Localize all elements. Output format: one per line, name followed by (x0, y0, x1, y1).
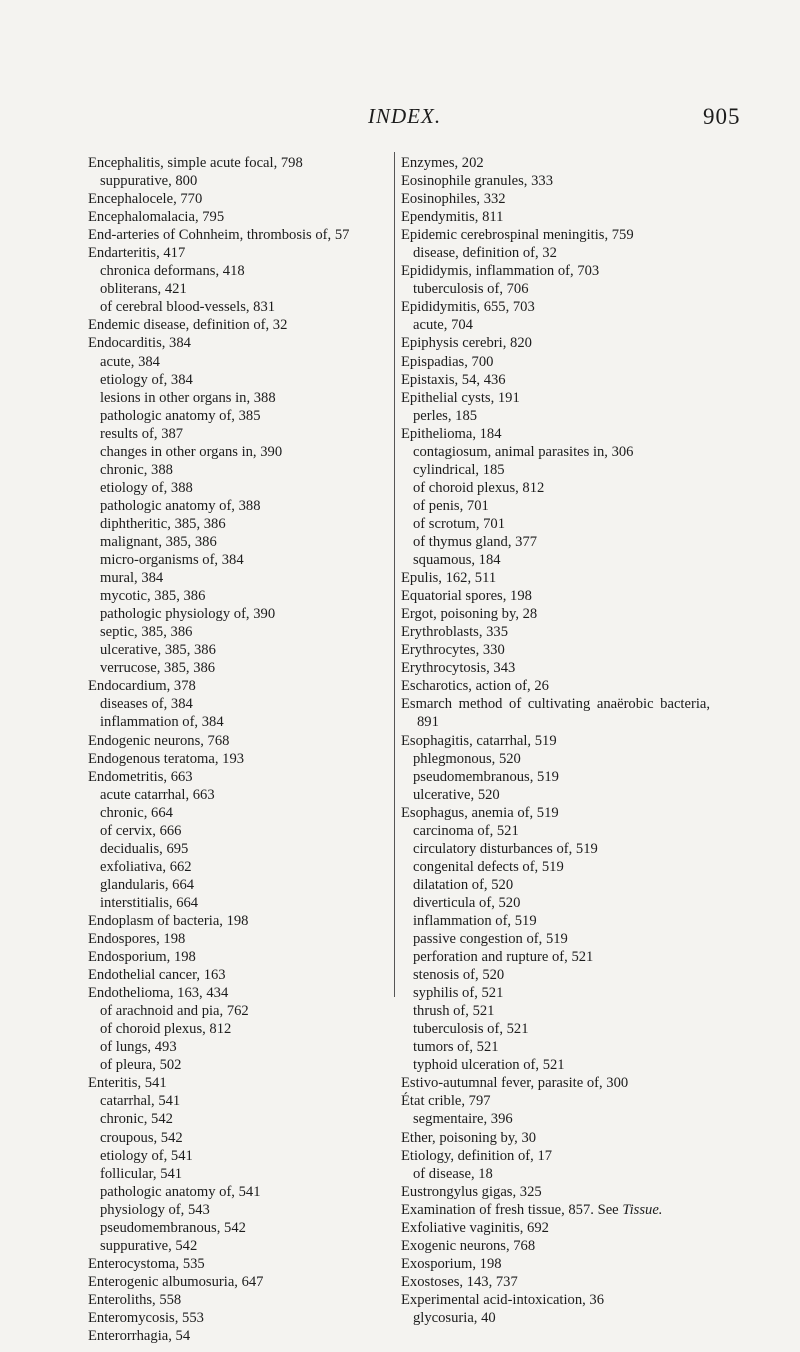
index-subentry: micro-organisms of, 384 (100, 552, 244, 569)
index-entry: Erythrocytosis, 343 (401, 660, 516, 677)
index-subentry: of disease, 18 (413, 1165, 493, 1182)
index-subentry: decidualis, 695 (100, 840, 189, 857)
index-subentry: obliterans, 421 (100, 281, 187, 298)
index-entry: Endothelioma, 163, 434 (88, 985, 229, 1002)
index-entry: End-arteries of Cohnheim, thrombosis of, 57 (88, 227, 350, 244)
index-subentry: congenital defects of, 519 (413, 858, 564, 875)
index-subentry: inflammation of, 384 (100, 714, 224, 731)
index-subentry: pathologic physiology of, 390 (100, 606, 276, 623)
index-subentry: follicular, 541 (100, 1165, 183, 1182)
index-subentry: changes in other organs in, 390 (100, 443, 283, 460)
index-subentry: acute catarrhal, 663 (100, 786, 215, 803)
index-subentry: ulcerative, 385, 386 (100, 642, 216, 659)
see-reference: Tissue. (622, 1201, 663, 1218)
index-subentry: exfoliativa, 662 (100, 858, 192, 875)
index-subentry: contagiosum, animal parasites in, 306 (413, 443, 634, 460)
index-entry: Erythroblasts, 335 (401, 624, 509, 641)
index-subentry: pathologic anatomy of, 541 (100, 1183, 261, 1200)
column-divider (394, 152, 395, 997)
index-subentry: etiology of, 541 (100, 1147, 193, 1164)
index-entry: État crible, 797 (401, 1093, 491, 1110)
index-entry: Enteritis, 541 (88, 1075, 167, 1092)
index-entry: Endogenous teratoma, 193 (88, 750, 245, 767)
page-header (0, 104, 800, 134)
index-entry: Etiology, definition of, 17 (401, 1147, 553, 1164)
index-subentry: of cervix, 666 (100, 822, 182, 839)
index-subentry: results of, 387 (100, 425, 184, 442)
index-subentry: mural, 384 (100, 570, 164, 587)
index-entry: Encephalocele, 770 (88, 191, 203, 208)
index-entry: Enterorrhagia, 54 (88, 1328, 191, 1345)
index-subentry: diphtheritic, 385, 386 (100, 515, 226, 532)
index-subentry: of scrotum, 701 (413, 515, 506, 532)
index-subentry: of thymus gland, 377 (413, 533, 538, 550)
index-subentry: acute, 384 (100, 353, 160, 370)
index-subentry: dilatation of, 520 (413, 876, 514, 893)
index-subentry: mycotic, 385, 386 (100, 588, 206, 605)
index-entry: Epididymis, inflammation of, 703 (401, 263, 600, 280)
index-entry: Endarteritis, 417 (88, 245, 186, 262)
index-entry: Ependymitis, 811 (401, 209, 504, 226)
index-subentry: tuberculosis of, 521 (413, 1021, 529, 1038)
index-subentry: of arachnoid and pia, 762 (100, 1003, 249, 1020)
index-subentry: lesions in other organs in, 388 (100, 389, 276, 406)
index-subentry: phlegmonous, 520 (413, 750, 521, 767)
index-entry: Exogenic neurons, 768 (401, 1237, 536, 1254)
index-subentry: squamous, 184 (413, 552, 501, 569)
index-entry: Esophagitis, catarrhal, 519 (401, 732, 557, 749)
index-entry: Exosporium, 198 (401, 1255, 502, 1272)
index-subentry: inflammation of, 519 (413, 912, 537, 929)
index-entry: Epulis, 162, 511 (401, 570, 497, 587)
index-subentry: suppurative, 800 (100, 173, 198, 190)
index-subentry: stenosis of, 520 (413, 967, 505, 984)
index-subentry: pathologic anatomy of, 385 (100, 407, 261, 424)
index-subentry: chronic, 542 (100, 1111, 173, 1128)
index-entry: Estivo-autumnal fever, parasite of, 300 (401, 1075, 629, 1092)
index-subentry: of cerebral blood-vessels, 831 (100, 299, 276, 316)
index-entry: Encephalomalacia, 795 (88, 209, 225, 226)
index-entry: Enterogenic albumosuria, 647 (88, 1273, 264, 1290)
index-entry: Epididymitis, 655, 703 (401, 299, 535, 316)
index-entry: Epispadias, 700 (401, 353, 494, 370)
index-subentry: etiology of, 384 (100, 371, 193, 388)
index-subentry: of lungs, 493 (100, 1039, 177, 1056)
index-subentry: passive congestion of, 519 (413, 931, 568, 948)
index-subentry: tuberculosis of, 706 (413, 281, 529, 298)
index-entry: Enteroliths, 558 (88, 1291, 182, 1308)
index-entry: Enteromycosis, 553 (88, 1310, 204, 1326)
index-subentry: septic, 385, 386 (100, 624, 193, 641)
index-entry: Examination of fresh tissue, 857. See Tissue. (401, 1201, 663, 1218)
index-subentry: acute, 704 (413, 317, 473, 334)
index-subentry: diseases of, 384 (100, 696, 193, 713)
index-entry: Esmarch method of cultivating anaërobic bacteria, 891 (401, 696, 710, 731)
index-subentry: pathologic anatomy of, 388 (100, 497, 261, 514)
index-entry: Esophagus, anemia of, 519 (401, 804, 559, 821)
index-subentry: diverticula of, 520 (413, 894, 521, 911)
index-subentry: glandularis, 664 (100, 876, 195, 893)
index-subentry: chronic, 388 (100, 461, 173, 478)
index-entry: Ether, poisoning by, 30 (401, 1129, 537, 1146)
index-entry: Ergot, poisoning by, 28 (401, 606, 538, 623)
index-column-left (88, 154, 390, 1345)
index-entry: Endothelial cancer, 163 (88, 967, 226, 984)
index-subentry: suppurative, 542 (100, 1237, 198, 1254)
index-entry: Endosporium, 198 (88, 949, 196, 966)
index-column-right (401, 154, 710, 1327)
index-entry: Equatorial spores, 198 (401, 588, 532, 605)
index-subentry: of penis, 701 (413, 497, 489, 514)
index-entry: Encephalitis, simple acute focal, 798 (88, 155, 303, 171)
index-entry: Enterocystoma, 535 (88, 1255, 205, 1272)
index-subentry: pseudomembranous, 542 (100, 1219, 246, 1236)
index-entry: Epistaxis, 54, 436 (401, 371, 506, 388)
index-entry: Epiphysis cerebri, 820 (401, 335, 532, 352)
index-subentry: carcinoma of, 521 (413, 822, 519, 839)
index-subentry: of choroid plexus, 812 (100, 1021, 232, 1038)
index-subentry: cylindrical, 185 (413, 461, 505, 478)
index-subentry: circulatory disturbances of, 519 (413, 840, 598, 857)
index-entry: Exostoses, 143, 737 (401, 1273, 518, 1290)
index-subentry: etiology of, 388 (100, 479, 193, 496)
index-subentry: of choroid plexus, 812 (413, 479, 545, 496)
index-entry: Endospores, 198 (88, 931, 186, 948)
index-entry: Eosinophiles, 332 (401, 191, 506, 208)
index-entry: Endocarditis, 384 (88, 335, 191, 352)
index-subentry: of pleura, 502 (100, 1057, 182, 1074)
index-entry: Endometritis, 663 (88, 768, 193, 785)
index-entry: Eosinophile granules, 333 (401, 173, 553, 190)
index-entry: Epidemic cerebrospinal meningitis, 759 (401, 227, 634, 244)
index-entry: Endemic disease, definition of, 32 (88, 317, 288, 334)
index-entry: Endocardium, 378 (88, 678, 196, 695)
index-subentry: disease, definition of, 32 (413, 245, 557, 262)
index-entry: Epithelial cysts, 191 (401, 389, 520, 406)
index-entry: Experimental acid-intoxication, 36 (401, 1291, 605, 1308)
index-entry: Eustrongylus gigas, 325 (401, 1183, 542, 1200)
index-entry: Exfoliative vaginitis, 692 (401, 1219, 549, 1236)
index-subentry: syphilis of, 521 (413, 985, 504, 1002)
index-entry: Escharotics, action of, 26 (401, 678, 549, 695)
index-entry: Endogenic neurons, 768 (88, 732, 230, 749)
index-subentry: typhoid ulceration of, 521 (413, 1057, 565, 1074)
index-entry: Erythrocytes, 330 (401, 642, 505, 659)
index-subentry: physiology of, 543 (100, 1201, 210, 1218)
index-subentry: tumors of, 521 (413, 1039, 499, 1056)
index-subentry: glycosuria, 40 (413, 1310, 496, 1326)
index-subentry: malignant, 385, 386 (100, 533, 217, 550)
index-subentry: chronica deformans, 418 (100, 263, 245, 280)
index-subentry: perles, 185 (413, 407, 478, 424)
index-subentry: chronic, 664 (100, 804, 173, 821)
index-subentry: segmentaire, 396 (413, 1111, 513, 1128)
index-subentry: perforation and rupture of, 521 (413, 949, 594, 966)
index-subentry: pseudomembranous, 519 (413, 768, 559, 785)
index-subentry: catarrhal, 541 (100, 1093, 181, 1110)
index-subentry: thrush of, 521 (413, 1003, 495, 1020)
index-subentry: interstitialis, 664 (100, 894, 199, 911)
index-subentry: ulcerative, 520 (413, 786, 500, 803)
index-subentry: croupous, 542 (100, 1129, 183, 1146)
index-entry: Endoplasm of bacteria, 198 (88, 912, 249, 929)
index-entry: Enzymes, 202 (401, 155, 484, 171)
index-subentry: verrucose, 385, 386 (100, 660, 216, 677)
page-number: 905 (703, 104, 741, 129)
running-title: INDEX. (368, 104, 442, 128)
index-entry: Epithelioma, 184 (401, 425, 502, 442)
